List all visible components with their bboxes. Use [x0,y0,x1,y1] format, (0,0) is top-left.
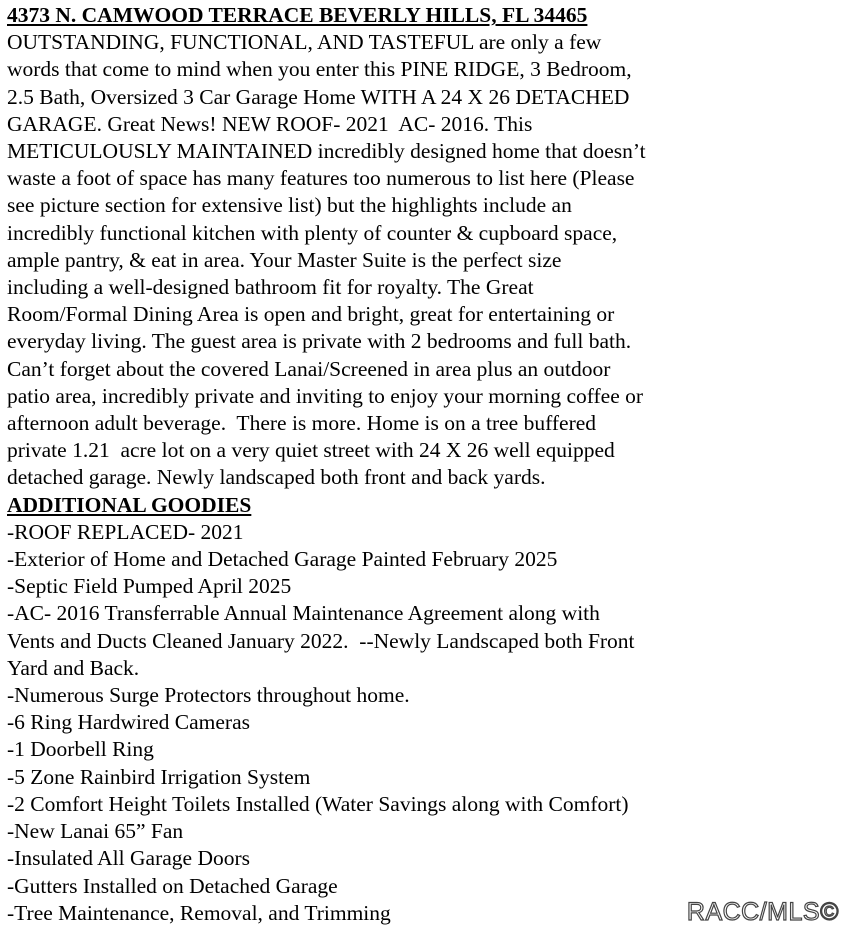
goodies-item: -Exterior of Home and Detached Garage Painted February 2025 [7,547,558,572]
goodies-item: -5 Zone Rainbird Irrigation System [7,764,311,789]
goodies-item: -6 Ring Hardwired Cameras [7,710,250,735]
listing-document [7,2,837,927]
description-line: Room/Formal Dining Area is open and bright, great for entertaining or [7,302,615,327]
goodies-item: -New Lanai 65” Fan [7,819,184,844]
description-line: patio area, incredibly private and inviting to enjoy your morning coffee or [7,383,644,408]
description-line: ample pantry, & eat in area. Your Master Suite is the perfect size [7,247,562,272]
description-line: including a well-designed bathroom fit for royalty. The Great [7,275,534,300]
description-line: words that come to mind when you enter this PINE RIDGE, 3 Bedroom, [7,57,632,82]
goodies-item: -2 Comfort Height Toilets Installed (Water Savings along with Comfort) [7,791,629,816]
description-line: afternoon adult beverage. There is more. Home is on a tree buffered [7,411,597,436]
goodies-item: -Gutters Installed on Detached Garage [7,873,338,898]
goodies-item: -Tree Maintenance, Removal, and Trimming [7,900,391,925]
goodies-item: -AC- 2016 Transferrable Annual Maintenance Agreement along with [7,601,600,626]
goodies-item: Vents and Ducts Cleaned January 2022. --Newly Landscaped both Front [7,628,635,653]
listing-title: 4373 N. CAMWOOD TERRACE BEVERLY HILLS, FL 34465 [7,3,588,27]
description-line: Can’t forget about the covered Lanai/Screened in area plus an outdoor [7,356,611,381]
goodies-list [7,519,837,927]
goodies-item: -ROOF REPLACED- 2021 [7,519,244,544]
goodies-item: -1 Doorbell Ring [7,737,154,762]
description-line: detached garage. Newly landscaped both front and back yards. [7,465,546,490]
description-line: OUTSTANDING, FUNCTIONAL, AND TASTEFUL are only a few [7,30,602,55]
description-line: everyday living. The guest area is private with 2 bedrooms and full bath. [7,329,632,354]
goodies-heading: ADDITIONAL GOODIES [7,492,252,517]
description-line: see picture section for extensive list) but the highlights include an [7,193,572,218]
mls-watermark: RACC/MLS© [686,898,839,926]
goodies-item: Yard and Back. [7,655,140,680]
description-paragraph [7,29,837,491]
description-line: GARAGE. Great News! NEW ROOF- 2021 AC- 2016. This [7,111,533,136]
description-line: incredibly functional kitchen with plenty of counter & cupboard space, [7,220,618,245]
goodies-item: -Numerous Surge Protectors throughout home. [7,683,410,708]
description-line: waste a foot of space has many features too numerous to list here (Please [7,166,635,191]
goodies-item: -Septic Field Pumped April 2025 [7,574,292,599]
description-line: 2.5 Bath, Oversized 3 Car Garage Home WITH A 24 X 26 DETACHED [7,84,630,109]
description-line: METICULOUSLY MAINTAINED incredibly designed home that doesn’t [7,139,646,164]
goodies-section [7,492,837,927]
description-line: private 1.21 acre lot on a very quiet street with 24 X 26 well equipped [7,438,615,463]
goodies-item: -Insulated All Garage Doors [7,846,250,871]
